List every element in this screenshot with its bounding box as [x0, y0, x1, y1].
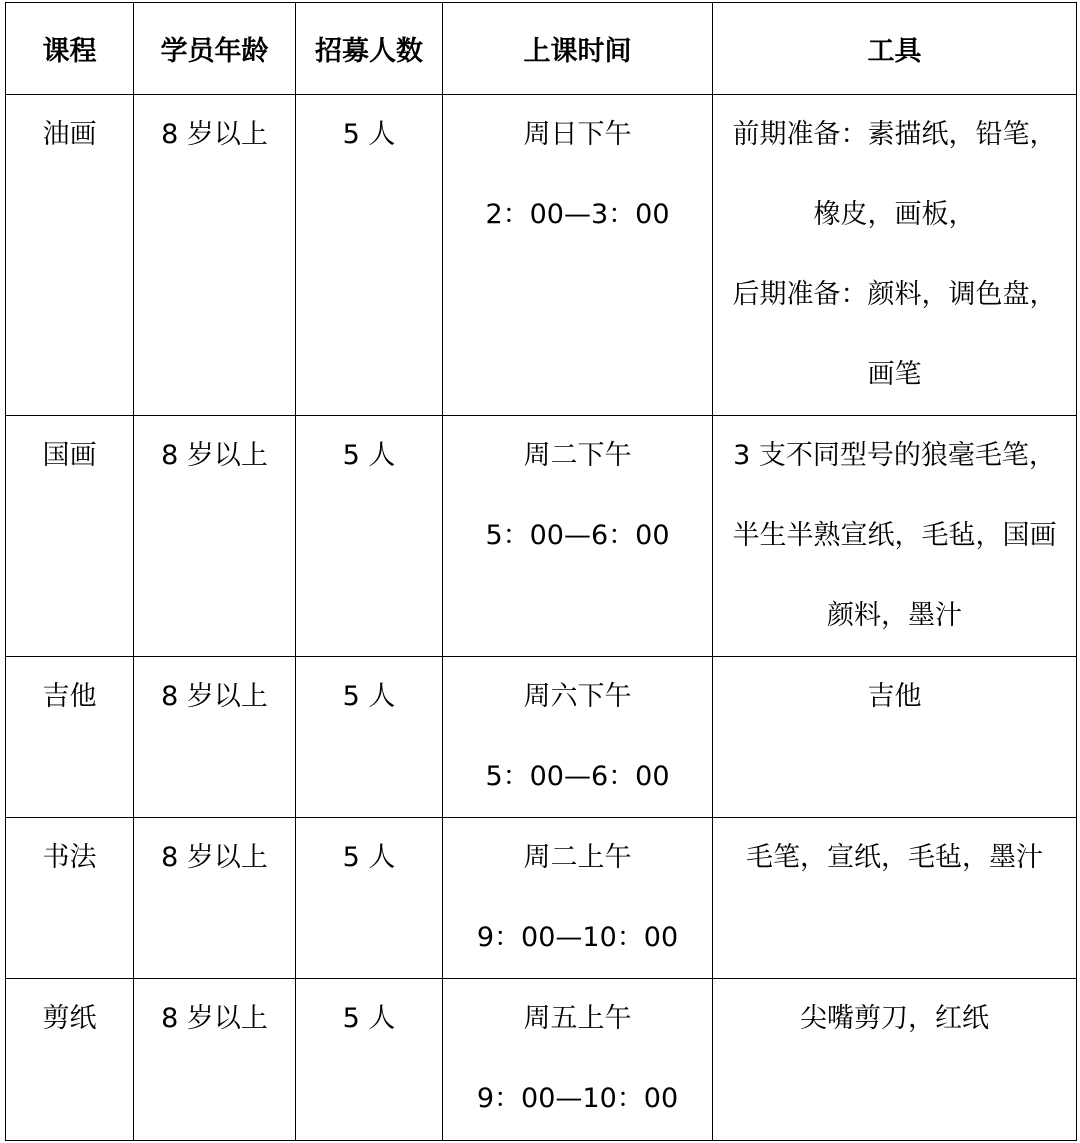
- course-cell: [6, 818, 134, 979]
- course-name: 国画: [42, 440, 97, 471]
- table-row: [6, 979, 1077, 1141]
- tools-line: 尖嘴剪刀，红纸: [800, 1003, 989, 1034]
- table-row: [6, 416, 1077, 657]
- header-time: 上课时间: [443, 3, 713, 95]
- header-tools: 工具: [713, 3, 1077, 95]
- age-value: 8 岁以上: [161, 119, 268, 150]
- tools-line: 毛笔，宣纸，毛毡，墨汁: [746, 842, 1043, 873]
- recruit-value: 5 人: [342, 842, 396, 873]
- age-cell: [134, 416, 296, 657]
- tools-line: 后期准备：颜料，调色盘，: [732, 279, 1057, 310]
- tools-cell: [713, 657, 1077, 818]
- tools-line: 前期准备：素描纸，铅笔，: [732, 119, 1057, 150]
- time-day: 周日下午: [523, 119, 632, 150]
- tools-cell: [713, 818, 1077, 979]
- course-name: 吉他: [42, 681, 97, 712]
- course-name: 书法: [42, 842, 97, 873]
- recruit-value: 5 人: [342, 681, 396, 712]
- time-range: 9：00—10：00: [476, 922, 679, 953]
- time-cell: [443, 818, 713, 979]
- course-cell: [6, 95, 134, 416]
- time-cell: [443, 416, 713, 657]
- time-day: 周二上午: [523, 842, 632, 873]
- course-name: 剪纸: [42, 1003, 97, 1034]
- time-cell: [443, 95, 713, 416]
- header-recruit: 招募人数: [296, 3, 443, 95]
- tools-line: 半生半熟宣纸，毛毡，国画: [732, 520, 1057, 551]
- time-day: 周六下午: [523, 681, 632, 712]
- recruit-value: 5 人: [342, 440, 396, 471]
- recruit-cell: [296, 818, 443, 979]
- tools-line: 吉他: [867, 681, 922, 712]
- course-cell: [6, 657, 134, 818]
- time-day: 周二下午: [523, 440, 632, 471]
- course-schedule-table: [5, 2, 1077, 1141]
- tools-line: 画笔: [867, 359, 922, 390]
- tools-line: 颜料，墨汁: [827, 600, 962, 631]
- age-cell: [134, 818, 296, 979]
- tools-line: 3 支不同型号的狼毫毛笔，: [733, 440, 1056, 471]
- age-value: 8 岁以上: [161, 1003, 268, 1034]
- tools-cell: [713, 95, 1077, 416]
- age-cell: [134, 979, 296, 1141]
- tools-line: 橡皮，画板，: [813, 199, 976, 230]
- recruit-cell: [296, 95, 443, 416]
- table-row: [6, 95, 1077, 416]
- recruit-cell: [296, 979, 443, 1141]
- time-day: 周五上午: [523, 1003, 632, 1034]
- age-cell: [134, 95, 296, 416]
- age-value: 8 岁以上: [161, 440, 268, 471]
- course-name: 油画: [42, 119, 97, 150]
- recruit-cell: [296, 416, 443, 657]
- table-row: [6, 657, 1077, 818]
- time-range: 9：00—10：00: [476, 1083, 679, 1114]
- age-value: 8 岁以上: [161, 681, 268, 712]
- header-age: 学员年龄: [134, 3, 296, 95]
- time-range: 2：00—3：00: [485, 199, 670, 230]
- recruit-value: 5 人: [342, 1003, 396, 1034]
- course-cell: [6, 979, 134, 1141]
- time-range: 5：00—6：00: [485, 520, 670, 551]
- tools-cell: [713, 979, 1077, 1141]
- age-cell: [134, 657, 296, 818]
- age-value: 8 岁以上: [161, 842, 268, 873]
- table-row: [6, 818, 1077, 979]
- recruit-value: 5 人: [342, 119, 396, 150]
- header-course: 课程: [6, 3, 134, 95]
- tools-cell: [713, 416, 1077, 657]
- time-cell: [443, 657, 713, 818]
- recruit-cell: [296, 657, 443, 818]
- header-row: [6, 3, 1077, 95]
- time-cell: [443, 979, 713, 1141]
- time-range: 5：00—6：00: [485, 761, 670, 792]
- course-cell: [6, 416, 134, 657]
